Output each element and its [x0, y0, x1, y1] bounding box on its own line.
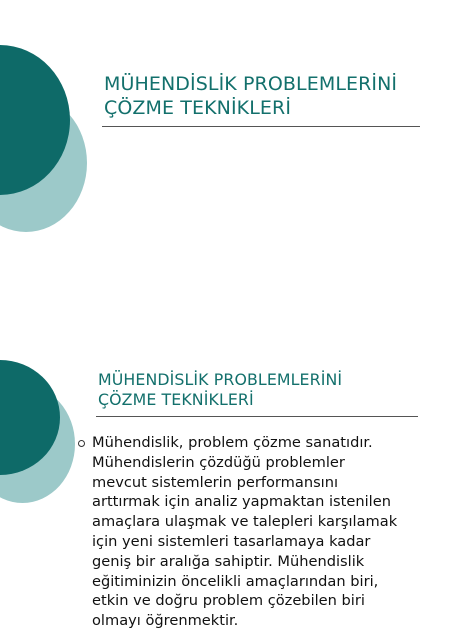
title-divider — [102, 126, 420, 127]
title-divider — [96, 416, 418, 417]
slide-2 — [0, 300, 474, 632]
slide-title-line-2: ÇÖZME TEKNİKLERİ — [98, 390, 254, 409]
slide-title — [98, 370, 342, 410]
bullet-line: olmayı öğrenmektir. — [92, 612, 239, 630]
bullet-circle-icon — [78, 440, 85, 447]
bullet-line: geniş bir aralığa sahiptir. Mühendislik — [92, 552, 365, 570]
bullet-line: Mühendislerin çözdüğü problemler — [92, 453, 345, 471]
slide-title-line-1: MÜHENDİSLİK PROBLEMLERİNİ — [98, 370, 343, 389]
bullet-line: arttırmak için analiz yapmaktan istenilen — [92, 493, 391, 511]
bullet-line: için yeni sistemleri tasarlamaya kadar — [92, 532, 371, 550]
bullet-line: amaçlara ulaşmak ve talepleri karşılamak — [92, 513, 398, 531]
bullet-line: Mühendislik, problem çözme sanatıdır. — [92, 434, 373, 451]
slide-title-line-2: ÇÖZME TEKNİKLERİ — [104, 97, 292, 119]
slide-1 — [0, 0, 474, 300]
slide-title — [104, 72, 397, 120]
bullet-line: mevcut sistemlerin performansını — [92, 473, 339, 491]
slide-title-line-1: MÜHENDİSLİK PROBLEMLERİNİ — [104, 73, 398, 95]
bullet-paragraph — [92, 433, 472, 631]
bullet-line: eğitiminizin öncelikli amaçlarından biri, — [92, 572, 379, 590]
bullet-line: etkin ve doğru problem çözebilen biri — [92, 592, 365, 610]
